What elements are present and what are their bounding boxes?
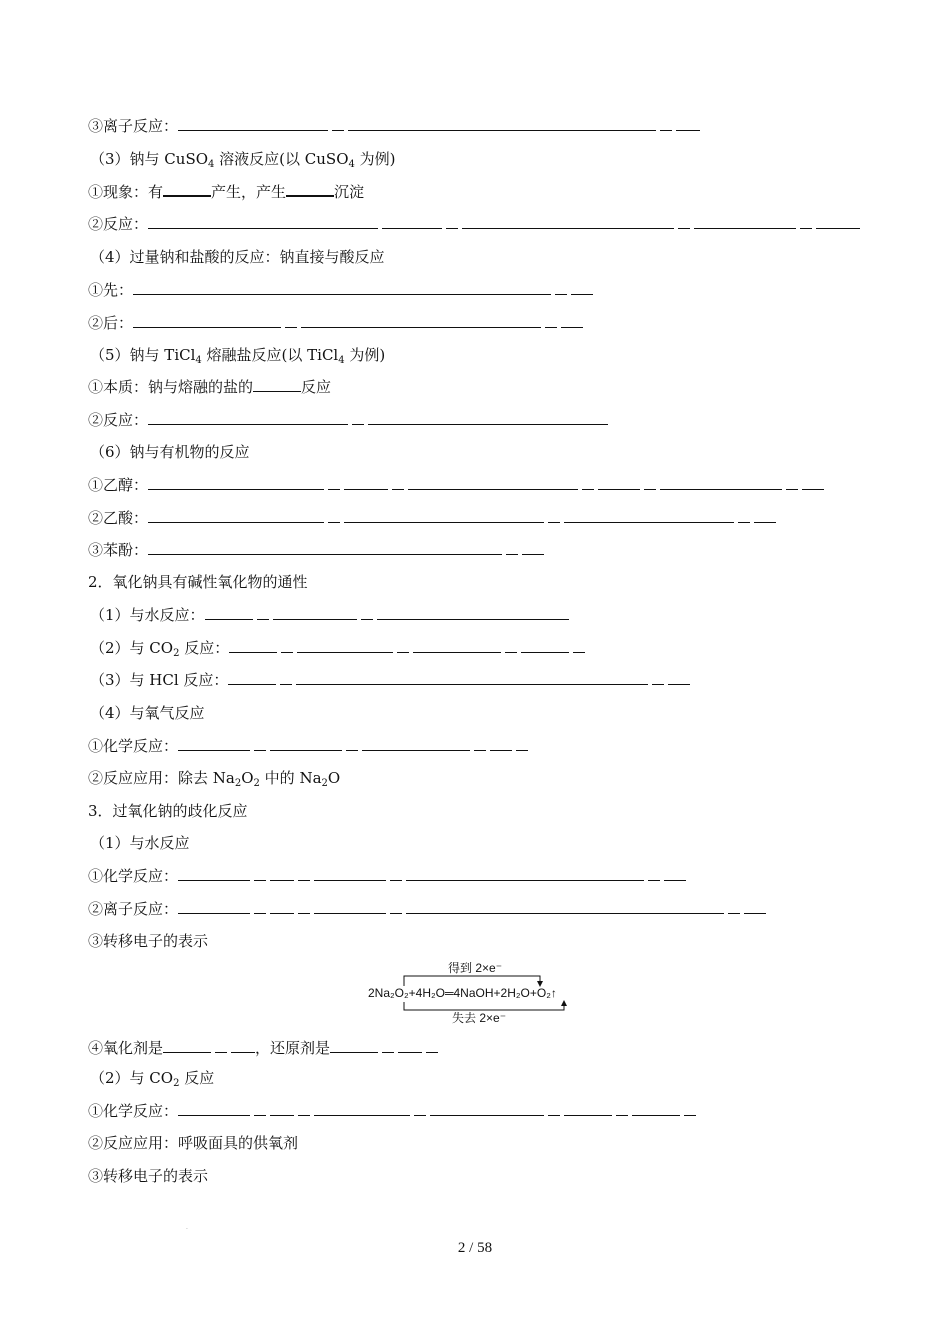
text: （2）与 CO [90,639,174,657]
answer-blank[interactable] [229,638,277,653]
text: （5）钠与 TiCl [90,346,196,364]
chemical-reaction-line-o2 [88,736,528,756]
answer-blank[interactable] [280,670,292,685]
answer-blank[interactable] [694,214,796,229]
text: （3）钠与 CuSO [90,150,209,168]
answer-blank[interactable] [548,1101,560,1116]
label: ①化学反应： [88,737,179,755]
answer-blank[interactable] [148,508,324,523]
co2-reaction-line [90,638,585,658]
co2-reaction-heading [90,1068,214,1088]
answer-blank[interactable] [490,736,512,751]
section-heading-ticl4 [90,345,385,365]
answer-blank[interactable] [178,866,250,881]
answer-blank[interactable] [253,377,301,392]
essence-line [88,377,331,397]
label: ①现象：有 [88,183,164,201]
section-heading-na2o [88,572,308,592]
subscript: 4 [208,159,215,170]
section-heading-hcl [90,247,385,267]
section-heading-organic [90,442,250,462]
text: 反应 [301,378,332,396]
answer-blank[interactable] [408,475,578,490]
loss-arrow-head [561,1000,567,1006]
label: ②反应： [88,215,149,233]
label: ②反应： [88,411,149,429]
application-line-na2o [88,768,340,788]
answer-blank[interactable] [446,214,458,229]
answer-blank[interactable] [582,475,594,490]
text: 溶液反应(以 CuSO [214,150,349,168]
answer-blank[interactable] [564,508,734,523]
answer-blank[interactable] [362,736,470,751]
answer-blank[interactable] [298,866,310,881]
answer-blank[interactable] [390,899,402,914]
application-line-na2o2 [88,1133,298,1153]
answer-blank[interactable] [163,181,211,197]
answer-blank[interactable] [270,899,294,914]
hcl-reaction-line [90,670,690,690]
chemical-reaction-line-water [88,866,686,886]
answer-blank[interactable] [678,214,690,229]
answer-blank[interactable] [148,475,324,490]
answer-blank[interactable] [426,1038,438,1053]
label: ③离子反应： [88,117,179,135]
answer-blank[interactable] [545,313,557,328]
answer-blank[interactable] [555,280,567,295]
answer-blank[interactable] [254,899,266,914]
label: ①本质：钠与熔融的盐的 [88,378,254,396]
text: ②反应应用：除去 Na [88,769,235,787]
answer-blank[interactable] [368,410,608,425]
subscript: 2 [234,778,242,789]
text: （1）与水反应 [90,834,190,852]
answer-blank[interactable] [521,638,569,653]
text: （6）钠与有机物的反应 [90,443,250,461]
answer-blank[interactable] [286,181,334,197]
label: ①乙醇： [88,476,149,494]
answer-blank[interactable] [352,410,364,425]
reaction-line-cuso4 [88,214,860,234]
answer-blank[interactable] [314,1101,410,1116]
text: （4）过量钠和盐酸的反应：钠直接与酸反应 [90,248,385,266]
answer-blank[interactable] [516,736,528,751]
second-reaction-line [88,313,583,333]
answer-blank[interactable] [297,638,393,653]
answer-blank[interactable] [254,1101,266,1116]
water-reaction-line [90,605,569,625]
text: ③转移电子的表示 [88,932,209,950]
label: ③苯酚： [88,541,149,559]
answer-blank[interactable] [328,508,340,523]
answer-blank[interactable] [406,866,644,881]
answer-blank[interactable] [414,1101,426,1116]
chemical-reaction-line-co2 [88,1101,696,1121]
text: （2）与 CO [90,1069,174,1087]
text: 3．过氧化钠的歧化反应 [88,802,248,820]
answer-blank[interactable] [430,1101,544,1116]
answer-blank[interactable] [474,736,486,751]
answer-blank[interactable] [800,214,812,229]
answer-blank[interactable] [786,475,798,490]
answer-blank[interactable] [462,214,674,229]
answer-blank[interactable] [257,605,269,620]
answer-blank[interactable] [296,670,648,685]
answer-blank[interactable] [273,605,357,620]
answer-blank[interactable] [548,508,560,523]
subscript: 2 [173,648,180,659]
oxygen-reaction-heading [90,703,205,723]
text: 为例) [354,150,396,168]
answer-blank[interactable] [644,475,656,490]
answer-blank[interactable] [215,1038,227,1053]
electron-transfer-heading-2 [88,1166,208,1186]
answer-blank[interactable] [270,736,342,751]
answer-blank[interactable] [744,899,766,914]
label: ①化学反应： [88,1102,179,1120]
answer-blank[interactable] [564,1101,612,1116]
gain-bracket [404,976,540,986]
label: ①先： [88,281,134,299]
subscript: 4 [338,355,345,366]
answer-blank[interactable] [285,313,297,328]
phenol-line [88,540,544,560]
ethanol-line [88,475,824,495]
scan-artifact: · [186,1226,188,1233]
answer-blank[interactable] [133,313,281,328]
answer-blank[interactable] [738,508,750,523]
answer-blank[interactable] [660,475,782,490]
answer-blank[interactable] [382,1038,394,1053]
electron-transfer-diagram [360,960,600,1024]
text: ②反应应用：呼吸面具的供氧剂 [88,1134,299,1152]
answer-blank[interactable] [281,638,293,653]
label: ②离子反应： [88,900,179,918]
text: 2．氧化钠具有碱性氧化物的通性 [88,573,308,591]
answer-blank[interactable] [205,605,253,620]
answer-blank[interactable] [361,605,373,620]
answer-blank[interactable] [178,116,328,131]
answer-blank[interactable] [314,866,386,881]
answer-blank[interactable] [148,540,502,555]
answer-blank[interactable] [270,866,294,881]
answer-blank[interactable] [330,1038,378,1053]
answer-blank[interactable] [231,1038,255,1053]
answer-blank[interactable] [676,116,700,131]
reaction-line-ticl4 [88,410,608,430]
answer-blank[interactable] [413,638,501,653]
electron-transfer-heading-1 [88,931,208,951]
section-heading-cuso4 [90,149,396,169]
answer-blank[interactable] [254,866,266,881]
answer-blank[interactable] [571,280,593,295]
answer-blank[interactable] [664,866,686,881]
answer-blank[interactable] [397,638,409,653]
answer-blank[interactable] [178,899,250,914]
answer-blank[interactable] [728,899,740,914]
answer-blank[interactable] [301,313,541,328]
label: ④氧化剂是 [88,1039,164,1057]
answer-blank[interactable] [178,1101,250,1116]
phenomenon-line [88,181,364,202]
answer-blank[interactable] [406,899,724,914]
answer-blank[interactable] [382,214,442,229]
answer-blank[interactable] [390,866,402,881]
answer-blank[interactable] [133,280,551,295]
answer-blank[interactable] [344,475,388,490]
ionic-reaction-line-2 [88,899,766,919]
subscript: 2 [321,778,328,789]
answer-blank[interactable] [148,410,348,425]
text: O [241,769,254,787]
acetic-acid-line [88,508,776,528]
text: 产生，产生 [211,183,287,201]
answer-blank[interactable] [561,313,583,328]
answer-blank[interactable] [505,638,517,653]
label: ②后： [88,314,134,332]
answer-blank[interactable] [163,1038,211,1053]
answer-blank[interactable] [522,540,544,555]
text: （4）与氧气反应 [90,704,205,722]
answer-blank[interactable] [298,1101,310,1116]
answer-blank[interactable] [684,1101,696,1116]
text: 熔融盐反应(以 TiCl [201,346,339,364]
label: （3）与 HCl 反应： [90,671,229,689]
section-heading-na2o2 [88,801,248,821]
answer-blank[interactable] [632,1101,680,1116]
answer-blank[interactable] [298,899,310,914]
text: 中的 Na [259,769,322,787]
subscript: 4 [195,355,202,366]
answer-blank[interactable] [228,670,276,685]
text: O [327,769,341,787]
answer-blank[interactable] [254,736,266,751]
subscript: 2 [173,1078,180,1089]
answer-blank[interactable] [148,214,378,229]
water-reaction-heading [90,833,190,853]
label: （1）与水反应： [90,606,205,624]
gain-electrons-label: 得到 2×e⁻ [448,961,503,975]
answer-blank[interactable] [348,116,656,131]
answer-blank[interactable] [398,1038,422,1053]
answer-blank[interactable] [754,508,776,523]
loss-bracket [404,1002,564,1010]
answer-blank[interactable] [332,116,344,131]
answer-blank[interactable] [270,1101,294,1116]
answer-blank[interactable] [660,116,672,131]
label: ②乙酸： [88,509,149,527]
answer-blank[interactable] [392,475,404,490]
answer-blank[interactable] [377,605,569,620]
answer-blank[interactable] [314,899,386,914]
label: ①化学反应： [88,867,179,885]
subscript: 2 [253,778,260,789]
answer-blank[interactable] [506,540,518,555]
answer-blank[interactable] [328,475,340,490]
text: ③转移电子的表示 [88,1167,209,1185]
answer-blank[interactable] [652,670,664,685]
text: 为例) [344,346,386,364]
answer-blank[interactable] [668,670,690,685]
oxidant-reductant-line [88,1038,438,1058]
page-number: 2 / 58 [457,1240,493,1256]
answer-blank[interactable] [816,214,860,229]
lose-electrons-label: 失去 2×e⁻ [452,1011,507,1024]
answer-blank[interactable] [802,475,824,490]
answer-blank[interactable] [616,1101,628,1116]
answer-blank[interactable] [648,866,660,881]
text: 反应 [179,1069,215,1087]
text: 反应： [179,639,230,657]
subscript: 4 [348,159,355,170]
reaction-equation: 2Na₂O₂+4H₂O═4NaOH+2H₂O+O₂↑ [368,986,557,1000]
first-reaction-line [88,280,593,300]
answer-blank[interactable] [598,475,640,490]
ionic-reaction-line-1 [88,116,700,136]
text: ，还原剂是 [255,1039,331,1057]
answer-blank[interactable] [573,638,585,653]
answer-blank[interactable] [178,736,250,751]
text: 沉淀 [334,183,365,201]
answer-blank[interactable] [346,736,358,751]
answer-blank[interactable] [344,508,544,523]
